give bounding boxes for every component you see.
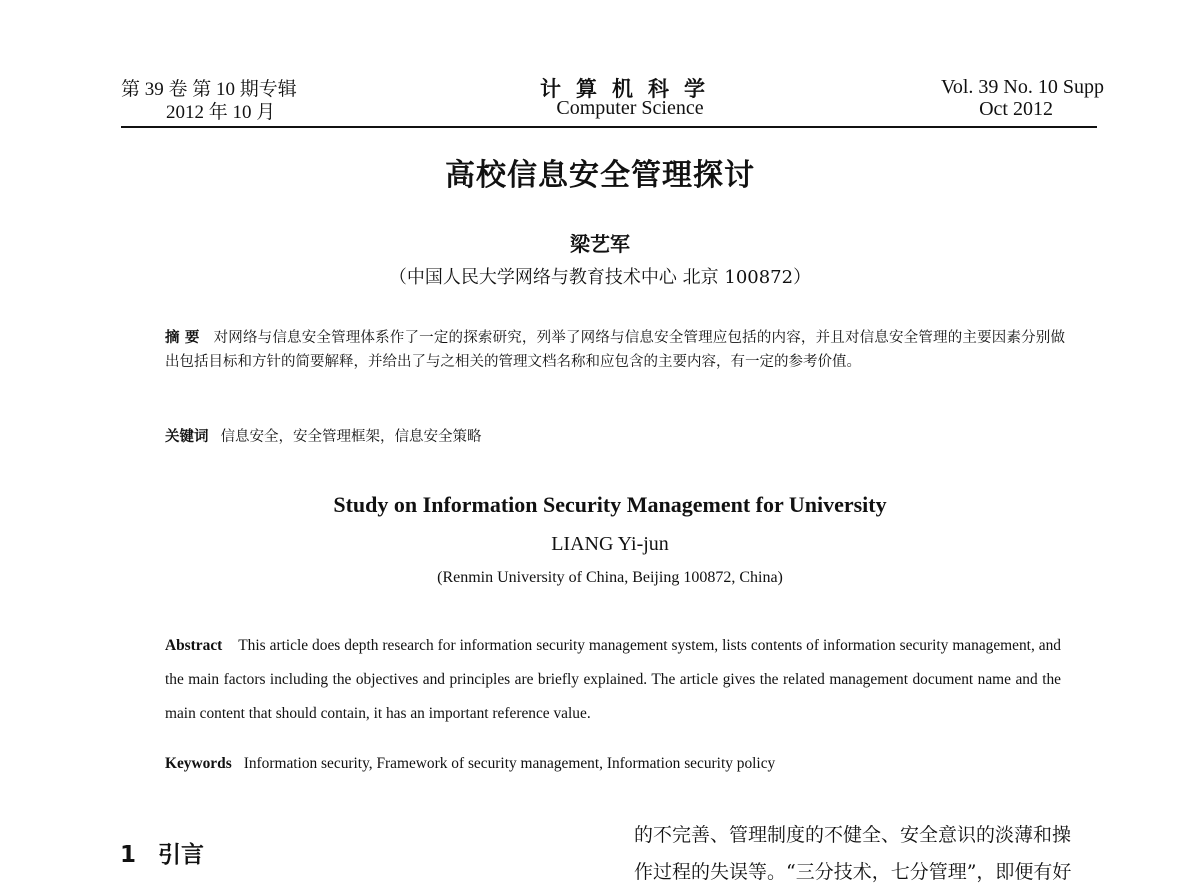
body-text-right-column xyxy=(634,817,1100,891)
section-title: 引言 xyxy=(158,842,205,868)
date-zh: 2012 年 10 月 xyxy=(166,102,276,123)
abstract-en xyxy=(165,629,1061,731)
abstract-en-label: Abstract xyxy=(165,637,223,654)
author-en: LIANG Yi-jun xyxy=(551,533,669,555)
body-line: 作过程的失误等。“三分技术，七分管理”，即便有好 xyxy=(634,861,1072,883)
affiliation-en: (Renmin University of China, Beijing 100872, China) xyxy=(437,569,783,586)
keywords-en-label: Keywords xyxy=(165,755,232,772)
volume-issue-en: Vol. 39 No. 10 Supp xyxy=(941,76,1104,98)
author-zh: 梁艺军 xyxy=(570,232,630,256)
journal-name-en: Computer Science xyxy=(556,97,704,119)
journal-name-zh: 计算机科学 xyxy=(540,76,720,101)
abstract-zh-label: 摘 要 xyxy=(165,329,200,346)
affiliation-zh: （中国人民大学网络与教育技术中心 北京 100872） xyxy=(388,267,812,288)
section-number: 1 xyxy=(120,842,137,868)
paper-title-en: Study on Information Security Management for University xyxy=(333,492,887,517)
section-heading xyxy=(120,836,204,869)
volume-issue-zh: 第 39 卷 第 10 期专辑 xyxy=(121,79,297,100)
header-rule xyxy=(121,126,1097,128)
keywords-en xyxy=(165,755,775,773)
keywords-zh xyxy=(165,425,482,446)
abstract-en-text: This article does depth research for information security management system, lists contents of information security management, and the main factors including the objectives and principles are briefly explained. The article gives the related management document name and the main content that should contain, it has an important reference value. xyxy=(165,637,1061,722)
abstract-zh xyxy=(165,326,1065,374)
keywords-zh-label: 关键词 xyxy=(165,428,209,445)
date-en: Oct 2012 xyxy=(979,98,1053,120)
body-line: 的不完善、管理制度的不健全、安全意识的淡薄和操 xyxy=(634,824,1072,846)
keywords-en-text: Information security, Framework of security management, Information security policy xyxy=(243,755,776,772)
paper-title-zh: 高校信息安全管理探讨 xyxy=(445,158,755,193)
keywords-zh-text: 信息安全，安全管理框架，信息安全策略 xyxy=(220,429,482,445)
abstract-zh-text: 对网络与信息安全管理体系作了一定的探索研究，列举了网络与信息安全管理应包括的内容，并且对信息安全管理的主要因素分别做出包括目标和方针的简要解释，并给出了与之相关的管理文档名称和应包含的主要内容，有一定的参考价值。 xyxy=(165,330,1065,370)
